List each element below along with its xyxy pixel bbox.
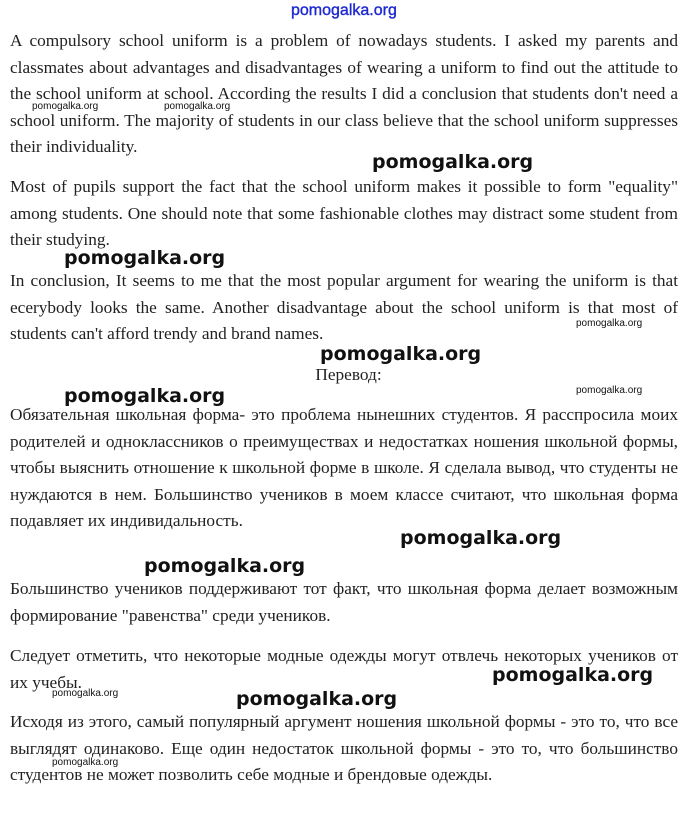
- english-paragraph-2: Most of pupils support the fact that the school uniform makes it possible to form "equality" among students. One should note that some fashionable clothes may distract some student from their studying.: [10, 177, 678, 249]
- russian-paragraph-1: Обязательная школьная форма- это проблема нынешних студентов. Я расспросила моих родителей и одноклассников о преимуществах и недостатках ношения школьной формы, чтобы выяснить отношение к школьной форме в школе. Я сделала вывод, что студенты не нуждаются в нем. Большинство учеников в моем классе считают, что школьная форма подавляет их индивидальность.: [10, 405, 678, 530]
- english-paragraph-3: In conclusion, It seems to me that the most popular argument for wearing the uniform is that ecerybody looks the same. Another disadvantage about the school uniform is that most of students can't afford trendy and brand names.: [10, 271, 678, 343]
- watermark-large: pomogalka.org: [372, 151, 534, 173]
- watermark-small: pomogalka.org: [576, 385, 643, 396]
- watermark-small: pomogalka.org: [52, 688, 119, 699]
- watermark-large: pomogalka.org: [144, 555, 306, 577]
- russian-paragraph-3: Следует отметить, что некоторые модные одежды могут отвлечь некоторых учеников от их учебы.: [10, 646, 678, 692]
- watermark-large: pomogalka.org: [492, 664, 654, 686]
- watermark-large: pomogalka.org: [236, 688, 398, 710]
- russian-paragraph-2: Большинство учеников поддерживают тот факт, что школьная форма делает возможным формирование "равенства" среди учеников.: [10, 579, 678, 625]
- russian-paragraph-4: Исходя из этого, самый популярный аргумент ношения школьной формы - это то, что все выглядят одинаково. Еще один недостаток школьной формы - это то, что большинство студентов не может позволить себе модные и брендовые одежды.: [10, 712, 678, 784]
- english-paragraph-1: A compulsory school uniform is a problem of nowadays students. I asked my parents and classmates about advantages and disadvantages of wearing a uniform to find out the attitude to the school uniform at school. According the results I did a conclusion that students don't need a school uniform. The majority of students in our class believe that the school uniform suppresses their individuality.: [10, 31, 678, 156]
- watermark-small: pomogalka.org: [32, 101, 99, 112]
- watermark-large: pomogalka.org: [320, 343, 482, 365]
- watermark-small: pomogalka.org: [576, 318, 643, 329]
- watermark-small: pomogalka.org: [52, 757, 119, 768]
- translation-heading: Перевод:: [315, 365, 382, 384]
- watermark-large: pomogalka.org: [400, 527, 562, 549]
- watermark-large: pomogalka.org: [64, 247, 226, 269]
- header-watermark[interactable]: pomogalka.org: [291, 2, 397, 19]
- watermark-large: pomogalka.org: [64, 385, 226, 407]
- watermark-small: pomogalka.org: [164, 101, 231, 112]
